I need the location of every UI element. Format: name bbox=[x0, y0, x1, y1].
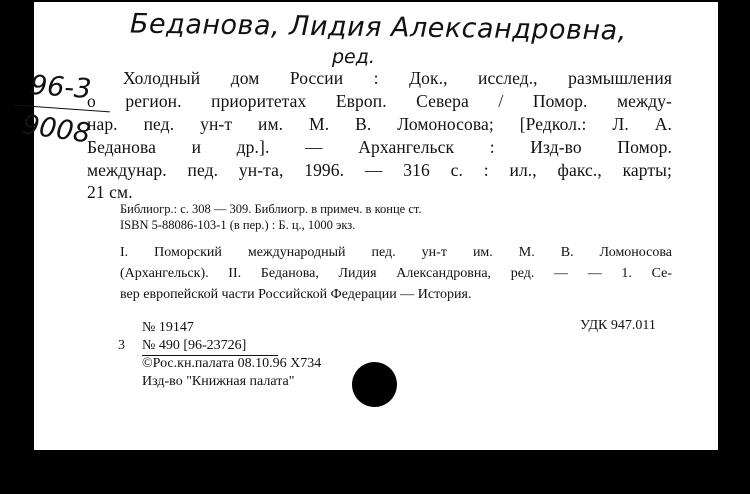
udk-code: УДК 947.011 bbox=[580, 318, 656, 333]
punch-hole bbox=[352, 362, 397, 407]
entry-line-6: 21 см. bbox=[87, 182, 133, 202]
entry-line-4: Беданова и др.]. — Архангельск : Изд-во Помор. bbox=[87, 137, 672, 157]
entry-line-3: нар. пед. ун-т им. М. В. Ломоносова; [Редкол.: Л. А. bbox=[87, 114, 672, 134]
tracing-line-2: (Архангельск). II. Беданова, Лидия Александровна, ред. — — 1. Се- bbox=[120, 266, 672, 281]
entry-line-1: Холодный дом России : Док., исслед., размышления bbox=[123, 68, 672, 88]
tracing-line-1: I. Поморский международный пед. ун-т им. М. В. Ломоносова bbox=[120, 245, 672, 260]
bibliography-note: Библиогр.: с. 308 — 309. Библиогр. в примеч. в конце ст. bbox=[120, 202, 422, 216]
order-number: № 490 [96-23726] bbox=[142, 338, 247, 353]
catalog-card bbox=[20, 2, 718, 450]
handwritten-call-number-bottom: 9008 bbox=[20, 109, 93, 150]
publisher-line: Изд-во "Книжная палата" bbox=[142, 374, 295, 389]
copies-count: 3 bbox=[118, 338, 125, 353]
isbn-line: ISBN 5-88086-103-1 (в пер.) : Б. ц., 1000 экз. bbox=[120, 218, 356, 232]
handwritten-call-number-top: 96-3 bbox=[28, 69, 93, 106]
handwritten-author-name: Беданова, Лидия Александровна, bbox=[129, 8, 627, 47]
entry-line-5: междунар. пед. ун-та, 1996. — 316 с. : ил., факс., карты; bbox=[87, 160, 672, 180]
handwritten-role: ред. bbox=[332, 46, 375, 68]
book-chamber-stamp: ©Рос.кн.палата 08.10.96 Х734 bbox=[142, 356, 322, 371]
record-number: № 19147 bbox=[142, 320, 194, 335]
entry-line-2: о регион. приоритетах Европ. Севера / Помор. между- bbox=[87, 91, 672, 111]
tracing-line-3: вер европейской части Российской Федерации — История. bbox=[120, 287, 472, 302]
